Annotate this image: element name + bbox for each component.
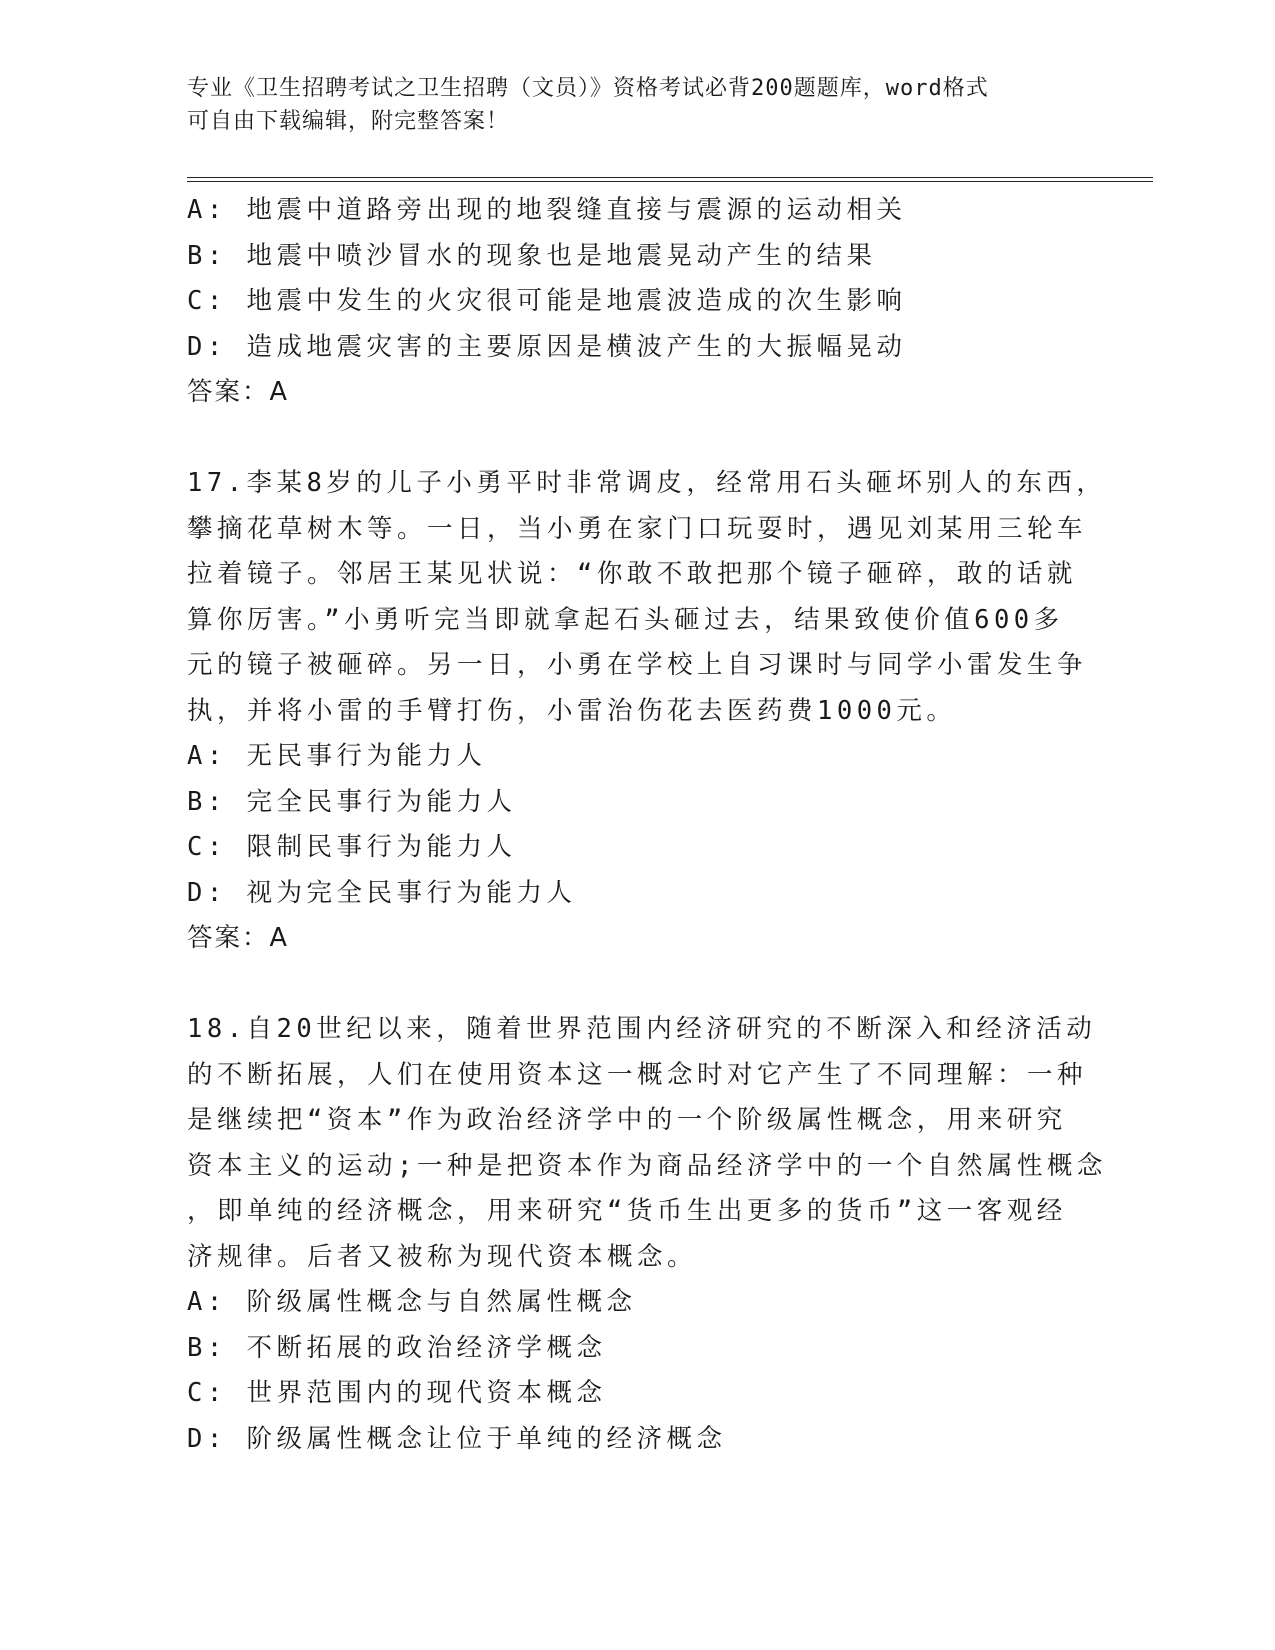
q17-option-d: D: 视为完全民事行为能力人 (187, 877, 577, 908)
q18-stem-line-2: 的不断拓展，人们在使用资本这一概念时对它产生了不同理解：一种 (187, 1059, 1088, 1090)
q18-option-b: B: 不断拓展的政治经济学概念 (187, 1332, 607, 1363)
q17-answer: 答案：A (187, 923, 289, 953)
q18-option-a: A: 阶级属性概念与自然属性概念 (187, 1287, 637, 1317)
q18-stem-line-6: 济规律。后者又被称为现代资本概念。 (187, 1241, 698, 1272)
q18-option-d: D: 阶级属性概念让位于单纯的经济概念 (187, 1423, 727, 1454)
q16-answer: 答案：A (187, 377, 289, 407)
header-line-1: 专业《卫生招聘考试之卫生招聘（文员）》资格考试必背200题题库，word格式 (187, 76, 989, 101)
document-body (187, 188, 1107, 1462)
question-16-tail (187, 188, 1067, 416)
header-divider (187, 177, 1153, 182)
q16-option-b: B: 地震中喷沙冒水的现象也是地震晃动产生的结果 (187, 240, 877, 271)
q18-stem-line-5: ，即单纯的经济概念，用来研究“货币生出更多的货币”这一客观经 (187, 1196, 1067, 1226)
q17-stem-line-6: 执，并将小雷的手臂打伤，小雷治伤花去医药费1000元。 (187, 695, 957, 726)
q17-stem-line-3: 拉着镜子。邻居王某见状说：“你敢不敢把那个镜子砸碎，敢的话就 (187, 559, 1077, 589)
spacer (187, 416, 1067, 462)
header-line-2: 可自由下载编辑，附完整答案！ (187, 109, 510, 134)
q17-option-a: A: 无民事行为能力人 (187, 741, 487, 771)
spacer (187, 962, 1067, 1008)
q18-stem-line-4: 资本主义的运动;一种是把资本作为商品经济学中的一个自然属性概念 (187, 1150, 1107, 1181)
q17-option-c: C: 限制民事行为能力人 (187, 832, 517, 862)
q16-option-c: C: 地震中发生的火灾很可能是地震波造成的次生影响 (187, 286, 907, 316)
q17-stem-line-5: 元的镜子被砸碎。另一日，小勇在学校上自习课时与同学小雷发生争 (187, 650, 1088, 680)
q17-option-b: B: 完全民事行为能力人 (187, 786, 517, 817)
q17-stem-line-4: 算你厉害。”小勇听完当即就拿起石头砸过去，结果致使价值600多 (187, 604, 1064, 635)
q17-stem-line-2: 攀摘花草树木等。一日，当小勇在家门口玩耍时，遇见刘某用三轮车 (187, 513, 1088, 544)
q16-option-a: A: 地震中道路旁出现的地裂缝直接与震源的运动相关 (187, 195, 907, 225)
q17-stem-line-1: 17.李某8岁的儿子小勇平时非常调皮，经常用石头砸坏别人的东西， (187, 468, 1107, 498)
q18-option-c: C: 世界范围内的现代资本概念 (187, 1378, 607, 1408)
q18-stem-line-3: 是继续把“资本”作为政治经济学中的一个阶级属性概念，用来研究 (187, 1105, 1067, 1135)
question-18 (187, 1007, 1107, 1462)
q16-option-d: D: 造成地震灾害的主要原因是横波产生的大振幅晃动 (187, 331, 907, 362)
q18-stem-line-1: 18.自20世纪以来，随着世界范围内经济研究的不断深入和经济活动 (187, 1014, 1097, 1044)
document-header (187, 72, 1067, 138)
question-17 (187, 461, 1107, 962)
